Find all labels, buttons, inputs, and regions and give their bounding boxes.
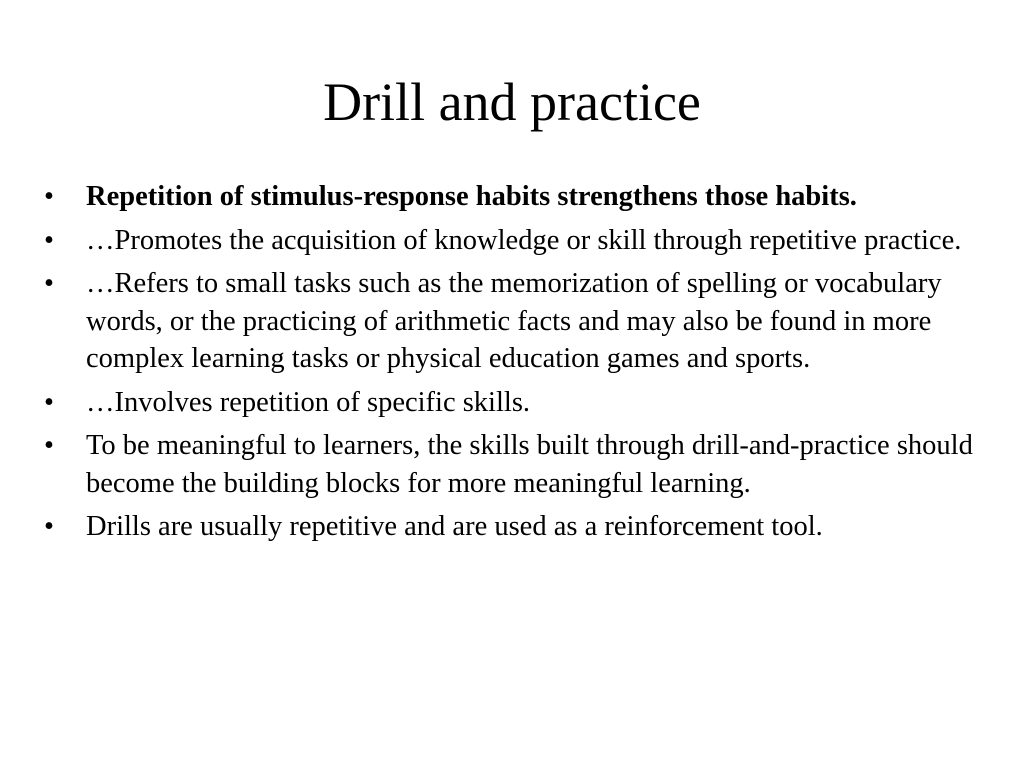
bullet-marker: • (44, 511, 54, 542)
bullet-marker: • (44, 224, 54, 256)
bullet-marker: • (44, 386, 54, 418)
bullet-text: Drills are usually repetitive and are used as a reinforcement tool. (86, 511, 823, 542)
bullet-text: Repetition of stimulus-response habits strengthens those habits. (86, 181, 857, 212)
bullet-text: …Promotes the acquisition of knowledge or skill through repetitive practice. (86, 224, 962, 256)
bullet-item (44, 178, 984, 216)
slide-title: Drill and practice (323, 72, 701, 132)
bullet-item (44, 222, 984, 260)
bullet-item (44, 427, 984, 502)
bullet-text: …Refers to small tasks such as the memorization of spelling or vocabulary words, or the practicing of arithmetic facts and may also be found in more complex learning tasks or physical education games and sports. (86, 268, 942, 374)
bullet-item (44, 265, 984, 378)
bullet-item (44, 508, 984, 546)
bullet-marker: • (44, 268, 54, 299)
bullet-list (44, 178, 984, 552)
bullet-text: To be meaningful to learners, the skills built through drill-and-practice should become the building blocks for more meaningful learning. (86, 430, 973, 499)
bullet-marker: • (44, 181, 54, 212)
bullet-marker: • (44, 430, 54, 461)
bullet-item (44, 384, 984, 422)
bullet-text: …Involves repetition of specific skills. (86, 386, 531, 418)
